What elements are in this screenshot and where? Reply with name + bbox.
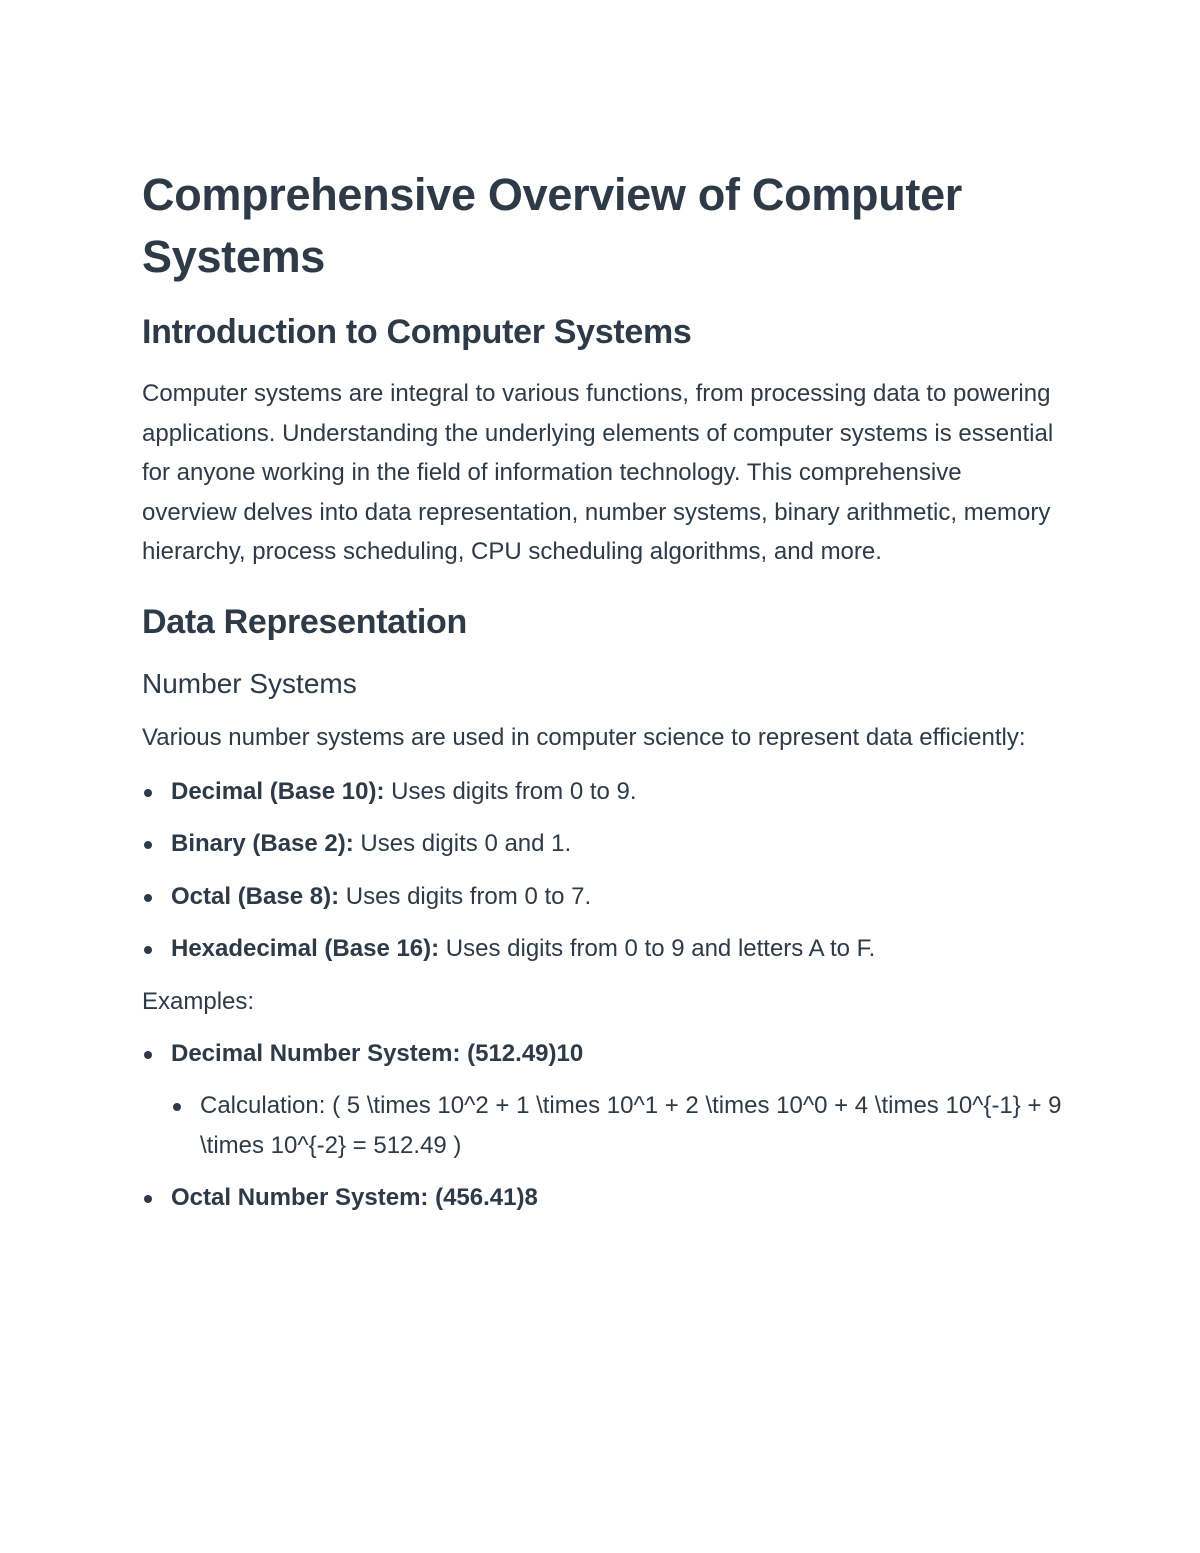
sub-list-item	[171, 1086, 1062, 1165]
description: Uses digits from 0 to 9.	[384, 777, 637, 805]
description: Uses digits from 0 to 7.	[339, 882, 592, 910]
number-systems-paragraph: Various number systems are used in computer science to represent data efficiently:	[142, 723, 1026, 751]
examples-list	[142, 1034, 1062, 1218]
term: Octal (Base 8):	[171, 882, 340, 910]
term: Decimal (Base 10):	[171, 777, 385, 805]
page-title: Comprehensive Overview of Computer Systems	[142, 169, 963, 282]
list-item	[142, 877, 1062, 917]
list-item	[142, 1178, 1062, 1218]
list-item	[142, 1034, 1062, 1166]
term: Binary (Base 2):	[171, 830, 354, 858]
term: Octal Number System: (456.41)8	[171, 1184, 538, 1212]
calculation: Calculation: ( 5 \times 10^2 + 1 \times 10^1 + 2 \times 10^0 + 4 \times 10^{-1} + 9 \times 10^{-2} = 512.49 )	[200, 1092, 1062, 1159]
list-item	[142, 824, 1062, 864]
description: Uses digits from 0 to 9 and letters A to F.	[439, 935, 876, 963]
document-content	[142, 164, 1062, 1231]
intro-paragraph: Computer systems are integral to various functions, from processing data to powering applications. Understanding the underlying elements of computer systems is essential for anyone working in the field of information technology. This comprehensive overview delves into data representation, number systems, binary arithmetic, memory hierarchy, process scheduling, CPU scheduling algorithms, and more.	[142, 380, 1054, 566]
description: Uses digits 0 and 1.	[353, 830, 572, 858]
number-systems-list	[142, 772, 1062, 969]
intro-heading: Introduction to Computer Systems	[142, 313, 692, 351]
number-systems-heading: Number Systems	[142, 667, 357, 699]
list-item	[142, 772, 1062, 812]
term: Decimal Number System: (512.49)10	[171, 1039, 584, 1067]
examples-label: Examples:	[142, 987, 255, 1015]
list-item	[142, 929, 1062, 969]
data-representation-heading: Data Representation	[142, 602, 467, 641]
term: Hexadecimal (Base 16):	[171, 935, 440, 963]
